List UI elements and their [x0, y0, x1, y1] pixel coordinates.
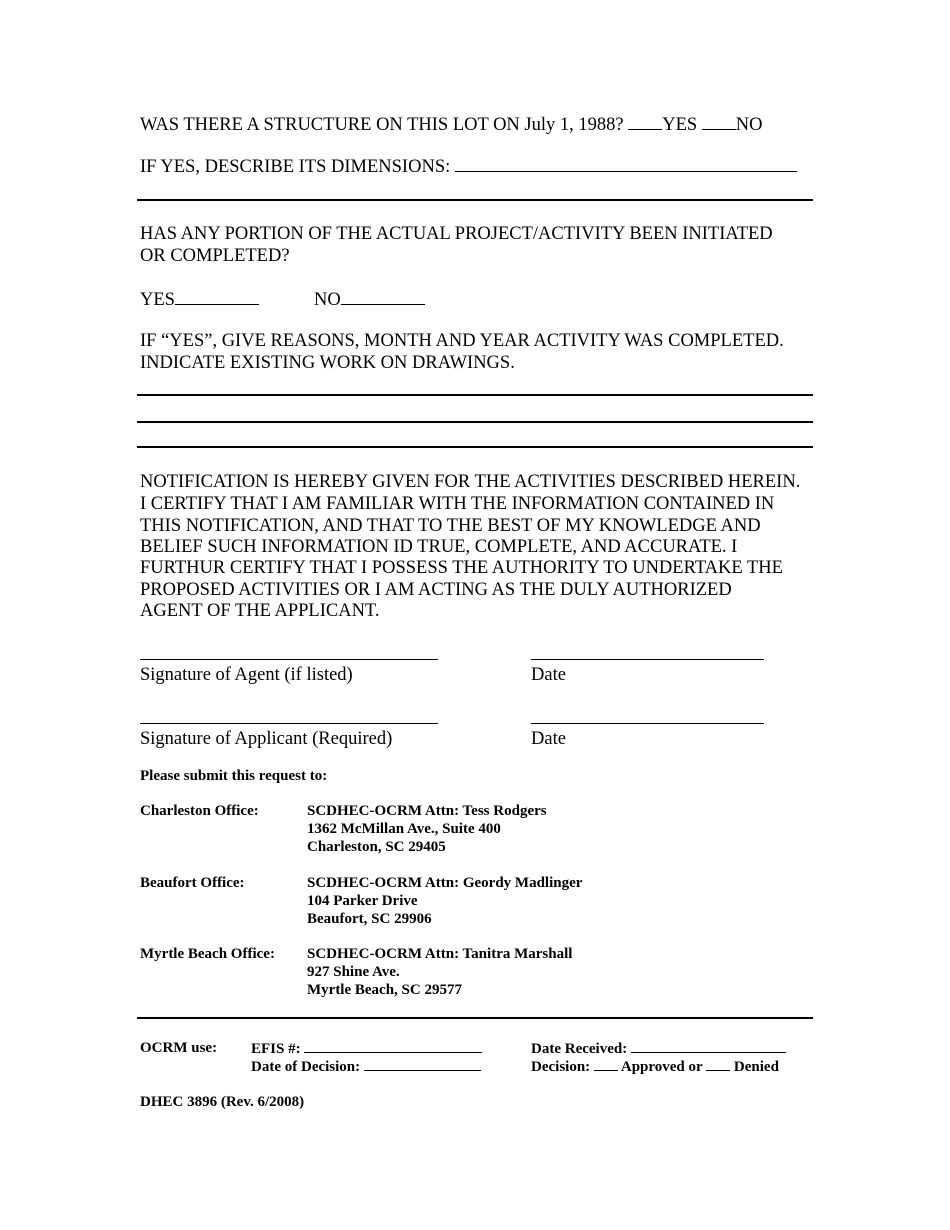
notice-line: AGENT OF THE APPLICANT. — [140, 601, 380, 621]
office-street: 927 Shine Ave. — [307, 964, 400, 980]
approved-blank[interactable] — [594, 1057, 618, 1071]
efis-field — [251, 1039, 482, 1058]
applicant-signature-line[interactable] — [140, 723, 438, 724]
initiated-no-blank[interactable] — [341, 288, 425, 305]
dimensions-blank[interactable] — [455, 155, 797, 172]
ocrm-use-label: OCRM use: — [140, 1040, 218, 1056]
submit-heading: Please submit this request to: — [140, 768, 328, 784]
office-street: 104 Parker Drive — [307, 893, 418, 909]
divider — [137, 199, 813, 201]
notice-line: PROPOSED ACTIVITIES OR I AM ACTING AS THE DULY AUTHORIZED — [140, 580, 732, 600]
form-id: DHEC 3896 (Rev. 6/2008) — [140, 1094, 305, 1110]
structure-yes-blank[interactable] — [628, 113, 662, 130]
initiated-question-line1: HAS ANY PORTION OF THE ACTUAL PROJECT/ACTIVITY BEEN INITIATED — [140, 224, 773, 244]
office-attn: SCDHEC-OCRM Attn: Geordy Madlinger — [307, 875, 583, 891]
structure-no-blank[interactable] — [702, 113, 736, 130]
office-city: Beaufort, SC 29906 — [307, 911, 432, 927]
notice-line: FURTHUR CERTIFY THAT I POSSESS THE AUTHORITY TO UNDERTAKE THE — [140, 558, 783, 578]
completion-question-line2: INDICATE EXISTING WORK ON DRAWINGS. — [140, 353, 515, 373]
date-received-blank[interactable] — [631, 1039, 786, 1053]
date-of-decision-field — [251, 1057, 481, 1076]
efis-blank[interactable] — [304, 1039, 482, 1053]
office-city: Charleston, SC 29405 — [307, 839, 446, 855]
approved-label: Approved or — [620, 1059, 703, 1075]
office-attn: SCDHEC-OCRM Attn: Tanitra Marshall — [307, 946, 573, 962]
completion-question-line1: IF “YES”, GIVE REASONS, MONTH AND YEAR ACTIVITY WAS COMPLETED. — [140, 331, 784, 351]
denied-blank[interactable] — [706, 1057, 730, 1071]
office-city: Myrtle Beach, SC 29577 — [307, 982, 462, 998]
divider — [137, 1017, 813, 1019]
structure-question — [140, 113, 763, 136]
agent-signature-line[interactable] — [140, 659, 438, 660]
agent-date-label: Date — [531, 665, 566, 685]
date-received-field — [531, 1039, 786, 1058]
agent-signature-label: Signature of Agent (if listed) — [140, 665, 353, 685]
notice-line: BELIEF SUCH INFORMATION ID TRUE, COMPLETE, AND ACCURATE. I — [140, 537, 738, 557]
notice-line: I CERTIFY THAT I AM FAMILIAR WITH THE INFORMATION CONTAINED IN — [140, 494, 775, 514]
dimensions-question-text: IF YES, DESCRIBE ITS DIMENSIONS: — [140, 157, 451, 177]
office-attn: SCDHEC-OCRM Attn: Tess Rodgers — [307, 803, 547, 819]
dimensions-question — [140, 155, 797, 178]
initiated-no-label: NO — [314, 290, 341, 310]
notice-line: NOTIFICATION IS HEREBY GIVEN FOR THE ACTIVITIES DESCRIBED HEREIN. — [140, 472, 801, 492]
initiated-question-line2: OR COMPLETED? — [140, 246, 290, 266]
office-name: Beaufort Office: — [140, 875, 245, 891]
initiated-no-field — [314, 288, 425, 311]
applicant-date-line[interactable] — [531, 723, 764, 724]
answer-line-3[interactable] — [137, 446, 813, 448]
answer-line-2[interactable] — [137, 421, 813, 423]
denied-label: Denied — [733, 1059, 779, 1075]
agent-date-line[interactable] — [531, 659, 764, 660]
answer-line-1[interactable] — [137, 394, 813, 396]
notice-line: THIS NOTIFICATION, AND THAT TO THE BEST OF MY KNOWLEDGE AND — [140, 516, 761, 536]
decision-field — [531, 1057, 779, 1076]
applicant-date-label: Date — [531, 729, 566, 749]
decision-label: Decision: — [531, 1059, 591, 1075]
structure-question-text: WAS THERE A STRUCTURE ON THIS LOT ON July 1, 1988? — [140, 115, 624, 135]
applicant-signature-label: Signature of Applicant (Required) — [140, 729, 393, 749]
efis-label: EFIS #: — [251, 1041, 301, 1057]
initiated-yes-blank[interactable] — [175, 288, 259, 305]
date-of-decision-blank[interactable] — [364, 1057, 481, 1071]
structure-yes-label: YES — [662, 115, 698, 135]
date-of-decision-label: Date of Decision: — [251, 1059, 361, 1075]
initiated-yes-field — [140, 288, 259, 311]
structure-no-label: NO — [735, 115, 763, 135]
date-received-label: Date Received: — [531, 1041, 628, 1057]
office-name: Myrtle Beach Office: — [140, 946, 275, 962]
office-name: Charleston Office: — [140, 803, 259, 819]
initiated-yes-label: YES — [140, 290, 175, 310]
office-street: 1362 McMillan Ave., Suite 400 — [307, 821, 501, 837]
